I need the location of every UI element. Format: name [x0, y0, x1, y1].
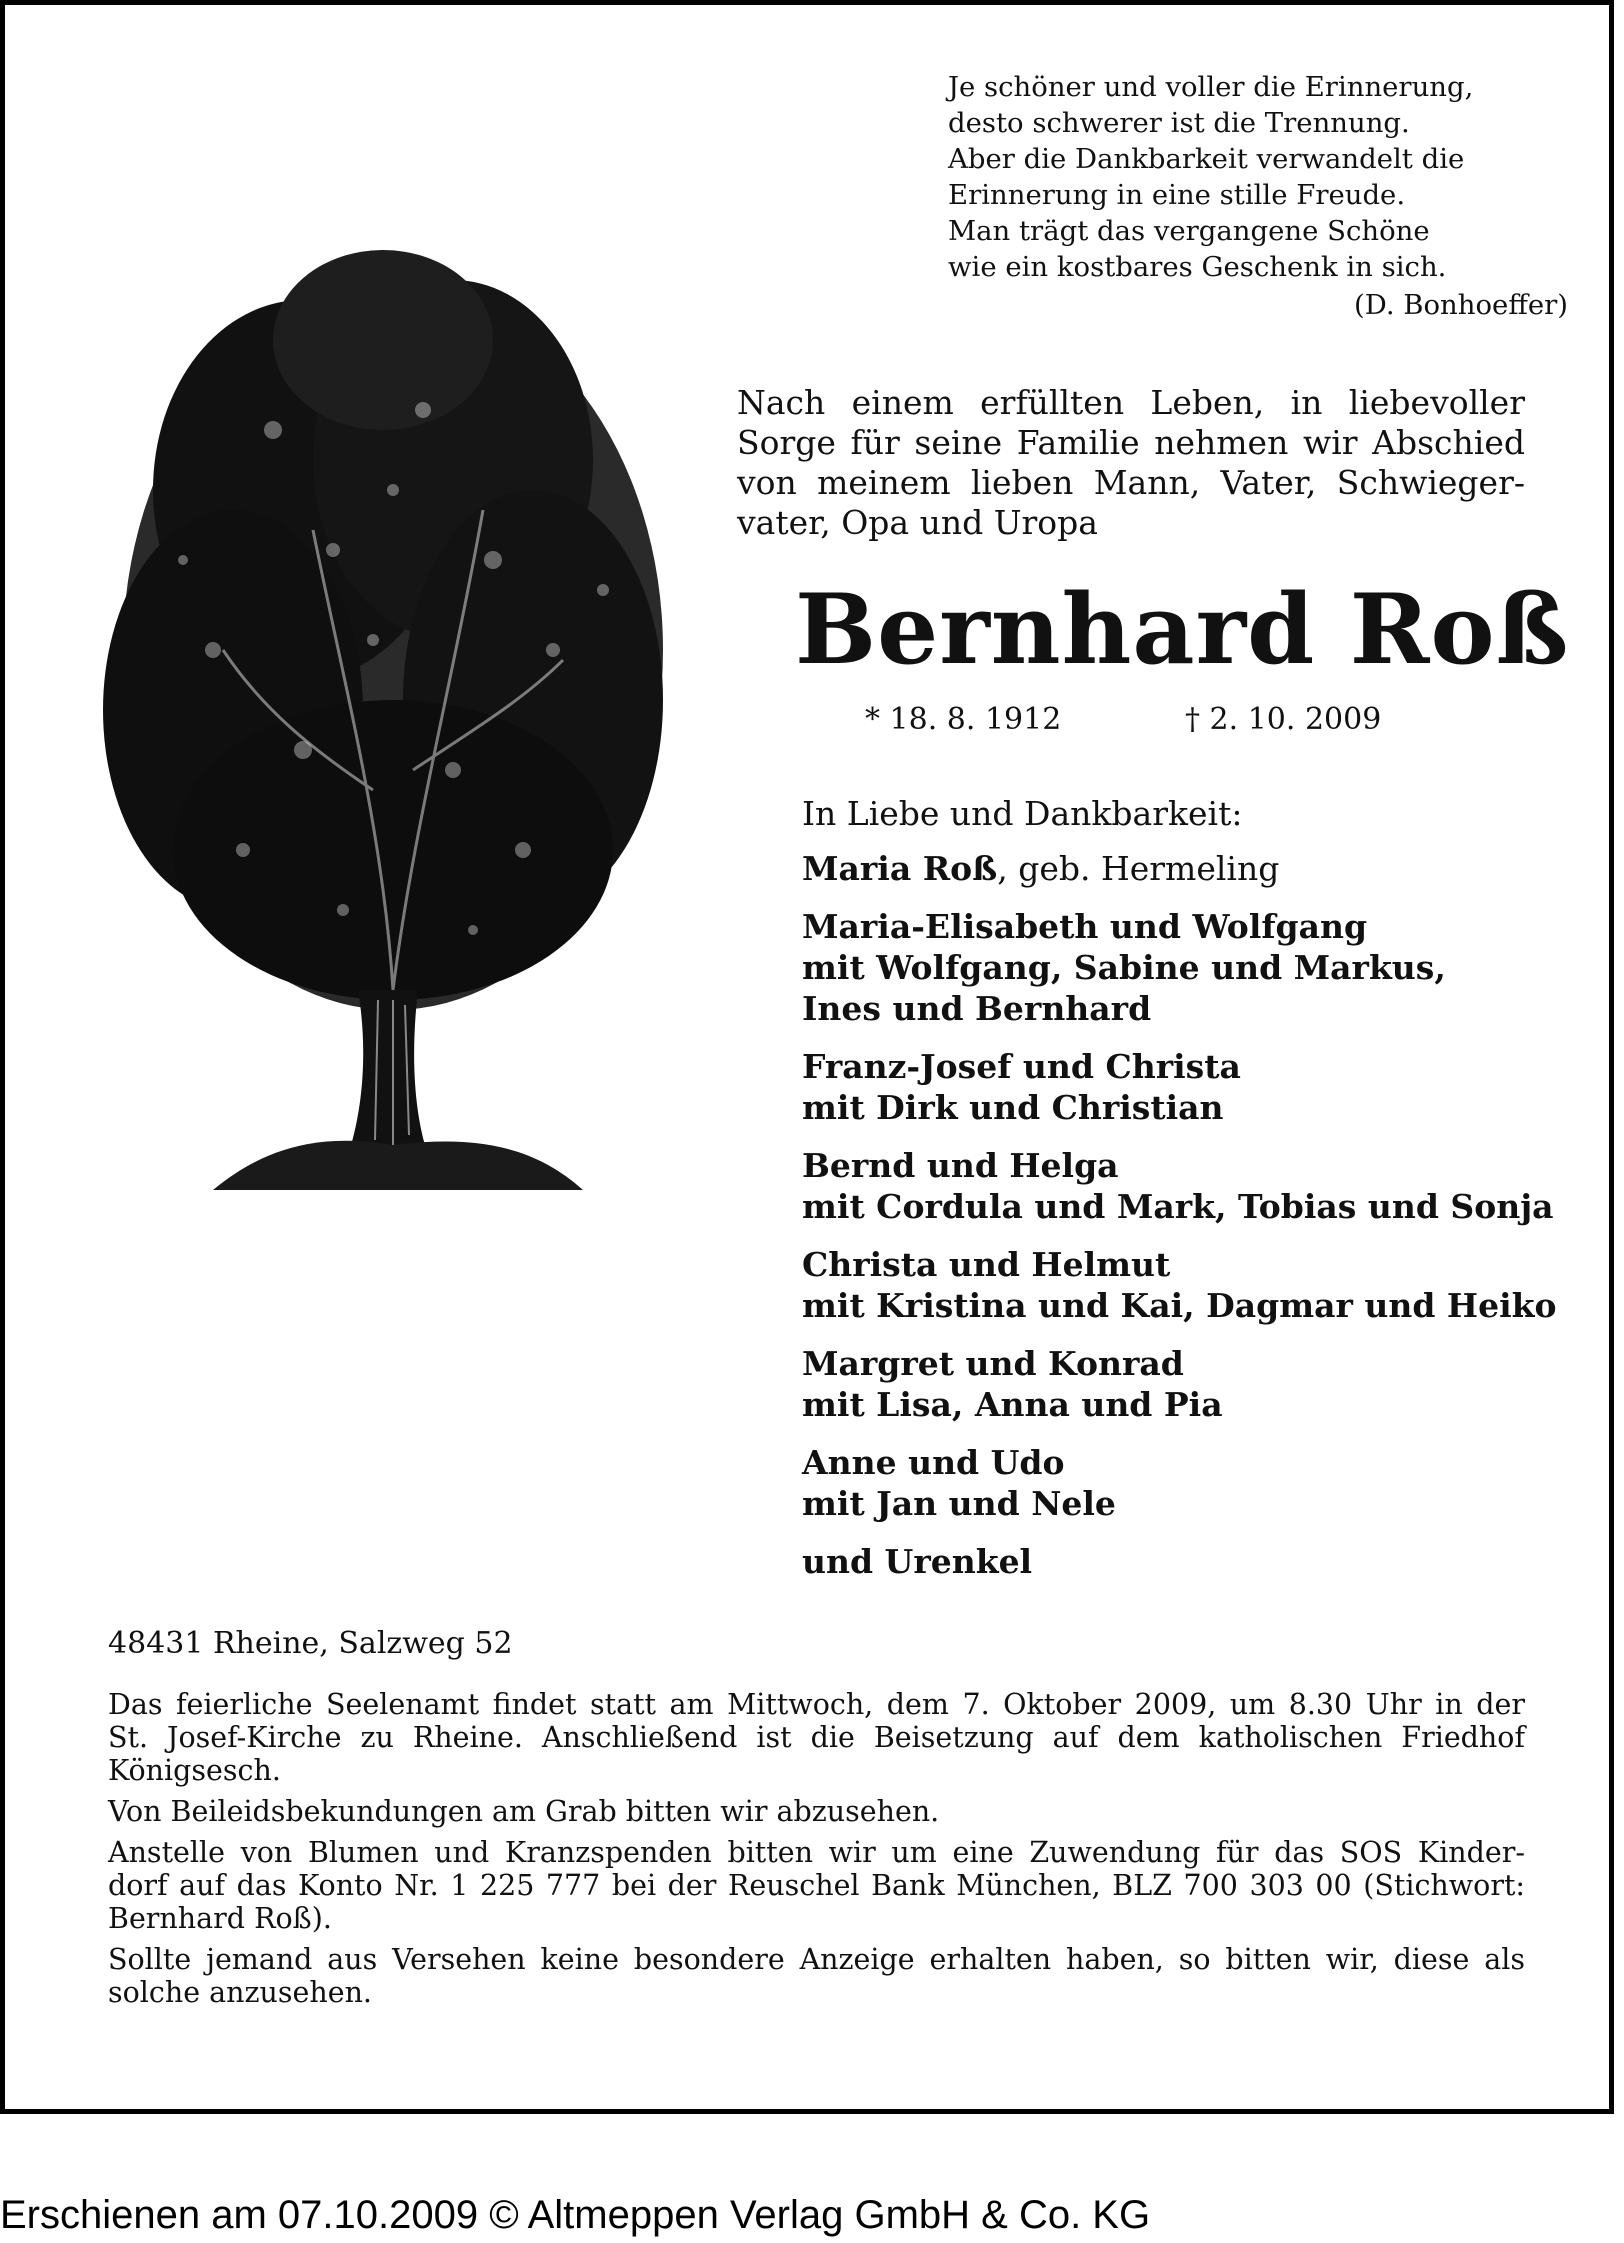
family-line: und Urenkel: [802, 1542, 1033, 1581]
notes-line: solche anzusehen.: [108, 1976, 372, 2009]
family-line: Anne und Udo: [802, 1443, 1065, 1482]
quote-line: Aber die Dankbarkeit verwandelt die: [948, 143, 1465, 175]
family-lead: In Liebe und Dankbarkeit:: [802, 794, 1243, 833]
intro-line: von meinem lieben Mann, Vater, Schwieger-: [737, 463, 1525, 502]
family-line: Bernd und Helga: [802, 1146, 1119, 1185]
family-line: mit Dirk und Christian: [802, 1088, 1224, 1127]
family-group: [802, 906, 1562, 1029]
notes-line: Sollte jemand aus Versehen keine besondere Anzeige erhalten haben, so bitten wir, diese als: [108, 1943, 1525, 1976]
quote-line: desto schwerer ist die Trennung.: [948, 107, 1410, 139]
family-group: [802, 1541, 1562, 1582]
family-line: Ines und Bernhard: [802, 989, 1152, 1028]
tree-icon: [93, 230, 693, 1220]
intro-line: Sorge für seine Familie nehmen wir Abschied: [737, 423, 1525, 462]
notes-line: dorf auf das Konto Nr. 1 225 777 bei der Reuschel Bank München, BLZ 700 303 00 (Stichwort:: [108, 1869, 1525, 1902]
tree-ground: [213, 1141, 583, 1190]
quote-line: Man trägt das vergangene Schöne: [948, 215, 1430, 247]
notes-line: Bernhard Roß).: [108, 1902, 332, 1935]
family-group: [802, 1244, 1562, 1326]
deceased-name: Bernhard Roß: [795, 573, 1570, 686]
notes-paragraph: [108, 1836, 1525, 1935]
family-line: mit Cordula und Mark, Tobias und Sonja: [802, 1187, 1554, 1226]
family-group: [802, 1442, 1562, 1524]
notes-paragraph: [108, 1943, 1525, 2009]
widow-maiden-name: , geb. Hermeling: [997, 849, 1280, 888]
family-group: [802, 848, 1562, 889]
family-list: [802, 793, 1562, 1599]
intro-text: [737, 383, 1525, 543]
funeral-notes: [108, 1688, 1525, 2017]
family-line: mit Jan und Nele: [802, 1484, 1116, 1523]
notes-line: Von Beileidsbekundungen am Grab bitten wir abzusehen.: [108, 1795, 940, 1828]
family-line: mit Lisa, Anna und Pia: [802, 1385, 1223, 1424]
intro-line: Nach einem erfüllten Leben, in liebevoller: [737, 383, 1525, 422]
publication-footer: Erschienen am 07.10.2009 © Altmeppen Verlag GmbH & Co. KG: [0, 2193, 1151, 2237]
family-line: Christa und Helmut: [802, 1245, 1171, 1284]
notes-line: Das feierliche Seelenamt findet statt am Mittwoch, dem 7. Oktober 2009, um 8.30 Uhr in der: [108, 1688, 1525, 1721]
death-date: † 2. 10. 2009: [1185, 702, 1382, 737]
notes-line: Königsesch.: [108, 1754, 281, 1787]
family-line: mit Kristina und Kai, Dagmar und Heiko: [802, 1286, 1557, 1325]
bonhoeffer-quote: [948, 69, 1568, 323]
address: 48431 Rheine, Salzweg 52: [108, 1626, 513, 1661]
family-line: Margret und Konrad: [802, 1344, 1184, 1383]
family-line: [802, 848, 1562, 889]
intro-line: vater, Opa und Uropa: [737, 503, 1098, 542]
quote-author: (D. Bonhoeffer): [1354, 289, 1568, 321]
notes-paragraph: [108, 1688, 1525, 1787]
tree-trunk: [348, 990, 428, 1155]
notes-line: Anstelle von Blumen und Kranzspenden bitten wir um eine Zuwendung für das SOS Kinder-: [108, 1836, 1525, 1869]
notes-paragraph: [108, 1795, 1525, 1828]
quote-line: Erinnerung in eine stille Freude.: [948, 179, 1406, 211]
family-group: [802, 1145, 1562, 1227]
quote-line: wie ein kostbares Geschenk in sich.: [948, 251, 1447, 283]
birth-date: * 18. 8. 1912: [865, 702, 1062, 737]
widow-name: Maria Roß: [802, 849, 998, 888]
family-group: [802, 1046, 1562, 1128]
life-dates: [865, 700, 1382, 740]
quote-line: Je schöner und voller die Erinnerung,: [948, 71, 1474, 103]
family-group: [802, 1343, 1562, 1425]
family-line: Maria-Elisabeth und Wolfgang: [802, 907, 1368, 946]
notes-line: St. Josef-Kirche zu Rheine. Anschließend ist die Beisetzung auf dem katholischen Friedhof: [108, 1721, 1525, 1754]
family-line: mit Wolfgang, Sabine und Markus,: [802, 948, 1446, 987]
family-line: Franz-Josef und Christa: [802, 1047, 1241, 1086]
